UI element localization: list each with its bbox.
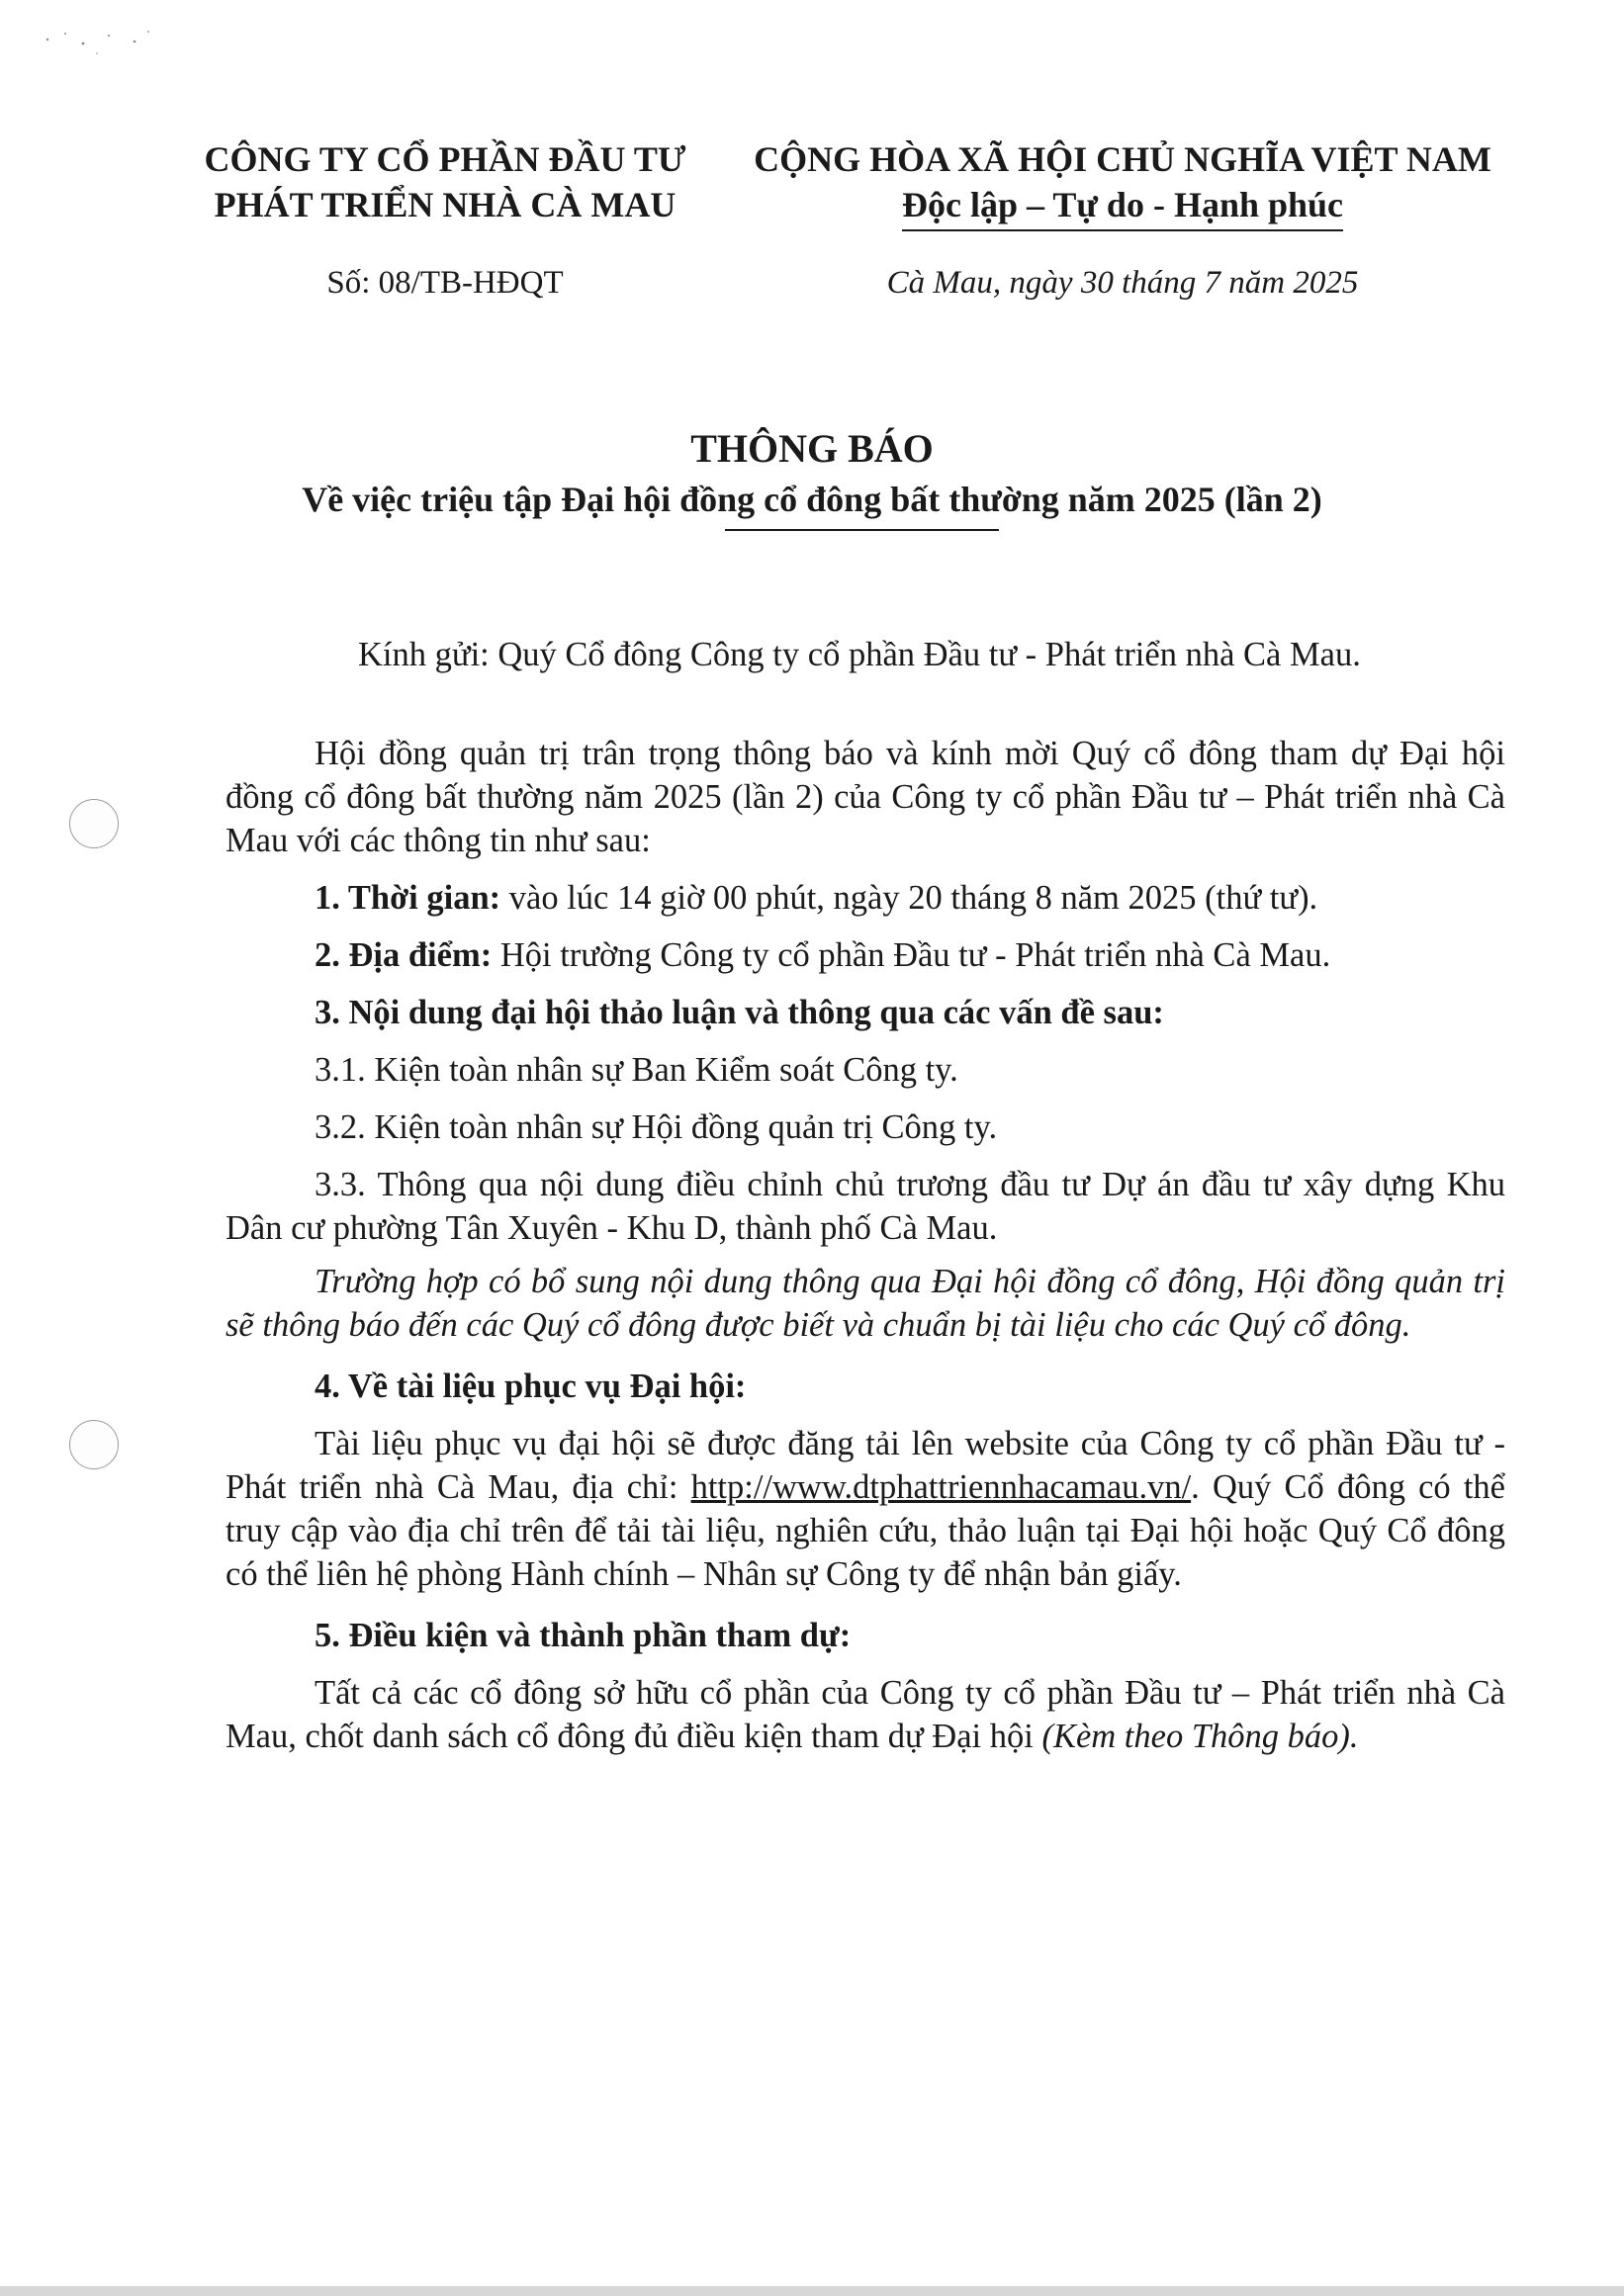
- company-name-line2: PHÁT TRIỂN NHÀ CÀ MAU: [214, 185, 677, 224]
- company-website-link[interactable]: http://www.dtphattriennhacamau.vn/: [690, 1468, 1192, 1506]
- binder-hole-bottom: [69, 1420, 119, 1469]
- section-documents-heading: 4. Về tài liệu phục vụ Đại hội:: [315, 1368, 747, 1405]
- national-header: [732, 136, 1513, 231]
- scan-specks: [40, 22, 168, 61]
- intro-paragraph: Hội đồng quản trị trân trọng thông báo và kính mời Quý cổ đông tham dự Đại hội đồng cổ đông bất thường năm 2025 (lần 2) của Công ty cổ phần Đầu tư – Phát triển nhà Cà Mau với các thông tin như sau:: [226, 735, 1505, 859]
- document-subtitle: Về việc triệu tập Đại hội đồng cổ đông bất thường năm 2025 (lần 2): [302, 480, 1322, 519]
- agenda-note: Trường hợp có bổ sung nội dung thông qua Đại hội đồng cổ đông, Hội đồng quản trị sẽ thông báo đến các Quý cổ đông được biết và chuẩn bị tài liệu cho các Quý cổ đông.: [226, 1263, 1505, 1344]
- section-time-text: vào lúc 14 giờ 00 phút, ngày 20 tháng 8 năm 2025 (thứ tư).: [500, 879, 1318, 917]
- binder-hole-top: [69, 799, 119, 848]
- nation-name: CỘNG HÒA XÃ HỘI CHỦ NGHĨA VIỆT NAM: [754, 139, 1491, 179]
- section-venue-label: 2. Địa điểm:: [315, 936, 493, 974]
- section-attendance-heading: 5. Điều kiện và thành phần tham dự:: [315, 1617, 852, 1654]
- company-header: [168, 136, 722, 227]
- company-name-line1: CÔNG TY CỔ PHẦN ĐẦU TƯ: [204, 139, 686, 179]
- scan-edge: [0, 2286, 1624, 2296]
- section-time-label: 1. Thời gian:: [315, 879, 501, 917]
- document-body: [226, 633, 1505, 1758]
- greeting: Kính gửi: Quý Cổ đông Công ty cổ phần Đầu tư - Phát triển nhà Cà Mau.: [358, 636, 1361, 673]
- agenda-item-1: 3.1. Kiện toàn nhân sự Ban Kiểm soát Công ty.: [315, 1051, 958, 1089]
- documents-text-after: . Quý Cổ đông có thể truy cập vào địa chỉ trên để tải tài liệu, nghiên cứu, thảo luận tại Đại hội hoặc Quý Cổ đông có thể liên hệ phòng Hành chính – Nhân sự Công ty để nhận bản giấy.: [226, 1468, 1505, 1593]
- section-agenda-heading: 3. Nội dung đại hội thảo luận và thông qua các vấn đề sau:: [315, 994, 1164, 1031]
- national-motto: Độc lập – Tự do - Hạnh phúc: [902, 182, 1343, 231]
- section-attendance-text: [226, 1671, 1505, 1758]
- attendance-text: Tất cả các cổ đông sở hữu cổ phần của Công ty cổ phần Đầu tư – Phát triển nhà Cà Mau, chốt danh sách cổ đông đủ điều kiện tham dự Đại hội: [226, 1674, 1505, 1755]
- title-underline: [725, 529, 999, 531]
- section-time: [226, 876, 1505, 920]
- agenda-item-3: 3.3. Thông qua nội dung điều chỉnh chủ trương đầu tư Dự án đầu tư xây dựng Khu Dân cư phường Tân Xuyên - Khu D, thành phố Cà Mau.: [226, 1166, 1505, 1247]
- section-venue-text: Hội trường Công ty cổ phần Đầu tư - Phát triển nhà Cà Mau.: [492, 936, 1331, 974]
- attendance-note: (Kèm theo Thông báo).: [1041, 1718, 1359, 1755]
- document-number: Số: 08/TB-HĐQT: [326, 265, 564, 301]
- document-date: Cà Mau, ngày 30 tháng 7 năm 2025: [886, 265, 1359, 301]
- section-venue: [226, 933, 1505, 977]
- document-title: THÔNG BÁO: [690, 426, 934, 471]
- documents-text-before: Tài liệu phục vụ đại hội sẽ được đăng tải lên website của Công ty cổ phần Đầu tư - Phát triển nhà Cà Mau, địa chỉ:: [226, 1425, 1505, 1506]
- agenda-item-2: 3.2. Kiện toàn nhân sự Hội đồng quản trị Công ty.: [315, 1108, 998, 1146]
- section-documents-text: [226, 1422, 1505, 1596]
